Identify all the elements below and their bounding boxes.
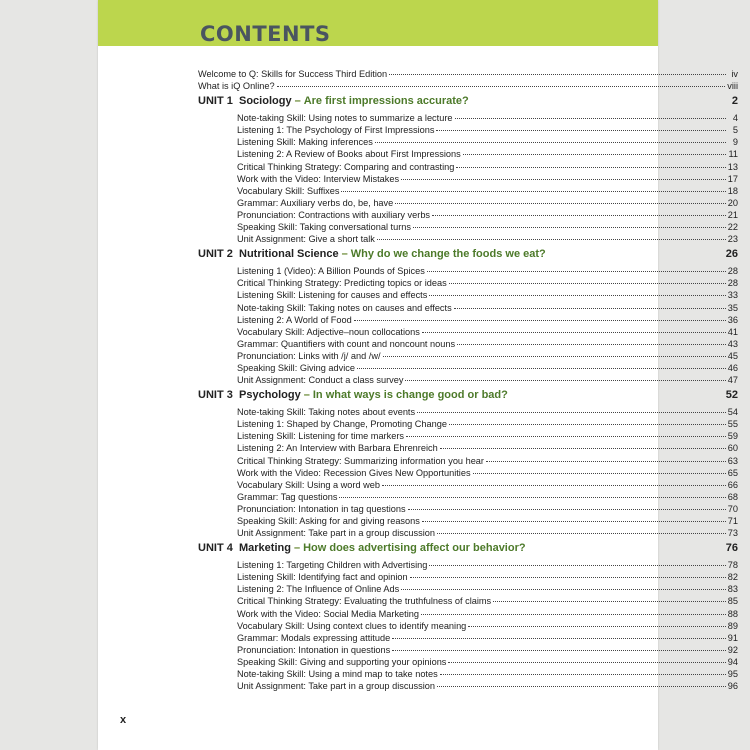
toc-entry-page: 65 — [727, 467, 738, 478]
dot-leader — [339, 497, 725, 498]
dot-leader — [473, 473, 726, 474]
unit-question: How does advertising affect our behavior? — [303, 542, 526, 555]
toc-entry — [237, 338, 738, 350]
toc-entry-page: 54 — [727, 407, 738, 418]
dot-leader — [401, 589, 726, 590]
toc-entry-title: Critical Thinking Strategy: Summarizing information you hear — [237, 455, 484, 466]
unit-heading — [198, 248, 738, 265]
toc-entry — [237, 185, 738, 197]
unit-heading — [198, 542, 738, 559]
toc-entry-page: 20 — [727, 197, 738, 208]
toc-entry-title: Listening 1 (Video): A Billion Pounds of Spices — [237, 266, 425, 277]
toc-entry-page: 83 — [727, 584, 738, 595]
dot-leader — [392, 638, 726, 639]
toc-entry-page: 43 — [727, 338, 738, 349]
unit-page: 76 — [725, 542, 738, 555]
toc-entry-page: 66 — [727, 479, 738, 490]
toc-entry — [237, 233, 738, 245]
toc-entry-page: 47 — [727, 375, 738, 386]
toc-entry — [237, 406, 738, 418]
dot-leader — [408, 509, 726, 510]
toc-entry-title: Listening 2: A Review of Books about First Impressions — [237, 149, 461, 160]
toc-entry-page: 45 — [727, 350, 738, 361]
unit-subject: Nutritional Science — [239, 248, 339, 261]
unit-question: Are first impressions accurate? — [303, 95, 469, 108]
toc-entry-title: Grammar: Modals expressing attitude — [237, 632, 391, 643]
toc-entry-title: Work with the Video: Recession Gives New Opportunities — [237, 467, 471, 478]
unit-section — [198, 389, 738, 539]
toc-entry — [237, 491, 738, 503]
toc-entry — [237, 455, 738, 467]
unit-page: 2 — [731, 95, 738, 108]
toc-entry-title: Listening 1: Shaped by Change, Promoting Change — [237, 419, 447, 430]
dot-leader — [429, 565, 725, 566]
unit-label: UNIT 4 — [198, 542, 233, 555]
book-page — [98, 0, 738, 750]
unit-question: Why do we change the foods we eat? — [350, 248, 546, 261]
dot-leader — [421, 614, 726, 615]
unit-section — [198, 248, 738, 386]
toc-entry-title: Listening 2: An Interview with Barbara Ehrenreich — [237, 443, 438, 454]
toc-entry-title: Listening Skill: Identifying fact and opinion — [237, 572, 408, 583]
toc-entry — [237, 112, 738, 124]
toc-entry-title: Listening 2: A World of Food — [237, 314, 352, 325]
toc-entry-page: viii — [727, 81, 738, 92]
toc-entry-title: Grammar: Auxiliary verbs do, be, have — [237, 197, 394, 208]
toc-entry — [237, 583, 738, 595]
toc-entry-page: 92 — [727, 644, 738, 655]
toc-entry-title: Unit Assignment: Take part in a group discussion — [237, 528, 435, 539]
unit-dash: – — [293, 542, 301, 555]
dot-leader — [417, 412, 726, 413]
toc-entry — [237, 277, 738, 289]
toc-entry — [237, 479, 738, 491]
toc-entry — [237, 326, 738, 338]
toc-entry-page: 59 — [727, 431, 738, 442]
table-of-contents — [198, 68, 738, 692]
toc-entry-page: 22 — [727, 222, 738, 233]
toc-entry — [237, 632, 738, 644]
toc-entry — [237, 161, 738, 173]
toc-entry-title: Unit Assignment: Conduct a class survey — [237, 375, 404, 386]
toc-entry-page: 96 — [727, 681, 738, 692]
toc-entry-title: Listening Skill: Making inferences — [237, 137, 373, 148]
intro-entries — [198, 68, 738, 92]
unit-dash: – — [294, 95, 301, 108]
dot-leader — [457, 344, 726, 345]
dot-leader — [401, 179, 726, 180]
dot-leader — [392, 650, 726, 651]
toc-entry-title: Pronunciation: Contractions with auxiliary verbs — [237, 209, 431, 220]
toc-entry-page: 28 — [727, 278, 738, 289]
toc-entry-page: 55 — [727, 419, 738, 430]
footer-page-number: x — [120, 714, 127, 726]
toc-entry-title: Speaking Skill: Asking for and giving reasons — [237, 516, 420, 526]
dot-leader — [413, 227, 726, 228]
dot-leader — [410, 577, 726, 578]
toc-entry-page: 70 — [727, 503, 738, 514]
toc-entry-page: 63 — [727, 455, 738, 466]
unit-items — [198, 112, 738, 245]
dot-leader — [449, 283, 726, 284]
unit-items — [198, 265, 738, 386]
toc-entry — [237, 559, 738, 571]
toc-entry — [237, 620, 738, 632]
toc-entry — [237, 527, 738, 539]
unit-heading — [198, 95, 738, 112]
toc-entry — [237, 289, 738, 301]
toc-entry — [237, 515, 738, 527]
toc-entry — [237, 418, 738, 430]
toc-entry-title: Vocabulary Skill: Using context clues to identify meaning — [237, 620, 467, 631]
toc-entry-title: Listening 2: The Influence of Online Ads — [237, 584, 400, 595]
toc-entry-title: Vocabulary Skill: Adjective–noun collocations — [237, 326, 420, 337]
unit-section — [198, 542, 738, 692]
unit-page: 26 — [725, 248, 738, 261]
toc-entry-title: Critical Thinking Strategy: Comparing and contrasting — [237, 161, 455, 172]
toc-entry — [237, 430, 738, 442]
dot-leader — [456, 167, 725, 168]
toc-entry-page: 18 — [727, 185, 738, 196]
page-title: CONTENTS — [200, 22, 331, 46]
toc-entry — [237, 302, 738, 314]
toc-entry-page: 5 — [732, 125, 738, 136]
unit-section — [198, 95, 738, 245]
toc-entry-page: 17 — [727, 173, 738, 184]
toc-entry-page: 13 — [727, 161, 738, 172]
dot-leader — [395, 203, 726, 204]
toc-entry-title: Speaking Skill: Giving advice — [237, 362, 355, 373]
unit-subject: Sociology — [239, 95, 292, 108]
toc-entry-title: Note-taking Skill: Using a mind map to take notes — [237, 669, 438, 680]
dot-leader — [341, 191, 725, 192]
toc-entry — [198, 80, 738, 92]
unit-dash: – — [341, 248, 348, 261]
unit-items — [198, 559, 738, 692]
toc-entry-title: Speaking Skill: Taking conversational turns — [237, 222, 411, 233]
toc-entry — [237, 608, 738, 620]
toc-entry-title: What is iQ Online? — [198, 81, 275, 92]
toc-entry-title: Listening Skill: Listening for causes and effects — [237, 290, 428, 301]
dot-leader — [455, 118, 727, 119]
toc-entry-title: Listening 1: The Psychology of First Impressions — [237, 125, 435, 136]
dot-leader — [427, 271, 726, 272]
toc-entry-page: 41 — [727, 326, 738, 337]
toc-entry — [237, 173, 738, 185]
toc-entry — [237, 467, 738, 479]
toc-entry-title: Critical Thinking Strategy: Predicting topics or ideas — [237, 278, 447, 289]
toc-entry-title: Critical Thinking Strategy: Evaluating the truthfulness of claims — [237, 596, 492, 607]
dot-leader — [406, 436, 726, 437]
toc-entry-page: 33 — [727, 290, 738, 301]
unit-question: In what ways is change good or bad? — [312, 389, 508, 402]
toc-entry — [237, 148, 738, 160]
dot-leader — [375, 142, 726, 143]
toc-entry-title: Note-taking Skill: Taking notes on causes and effects — [237, 302, 452, 313]
dot-leader — [432, 215, 726, 216]
toc-entry-page: 46 — [727, 362, 738, 373]
dot-leader — [440, 448, 726, 449]
toc-entry — [237, 197, 738, 209]
toc-entry-page: 36 — [727, 314, 738, 325]
toc-entry-title: Work with the Video: Social Media Marketing — [237, 608, 419, 619]
toc-entry — [237, 668, 738, 680]
toc-entry — [237, 265, 738, 277]
dot-leader — [357, 368, 726, 369]
toc-entry — [237, 209, 738, 221]
toc-entry — [237, 374, 738, 386]
toc-entry-page: 85 — [727, 596, 738, 607]
toc-entry-title: Pronunciation: Intonation in questions — [237, 644, 391, 655]
toc-entry-title: Pronunciation: Links with /j/ and /w/ — [237, 350, 381, 361]
header-banner — [98, 0, 658, 46]
toc-entry-page: 11 — [728, 149, 738, 160]
toc-entry-page: 9 — [732, 137, 738, 148]
dot-leader — [382, 485, 726, 486]
toc-entry — [237, 221, 738, 233]
toc-entry-page: 4 — [732, 113, 738, 124]
toc-entry-title: Note-taking Skill: Taking notes about events — [237, 407, 416, 418]
toc-entry-page: 28 — [727, 266, 738, 277]
dot-leader — [377, 239, 726, 240]
unit-label: UNIT 1 — [198, 95, 233, 108]
toc-entry-page: iv — [731, 69, 738, 79]
dot-leader — [437, 533, 726, 534]
toc-entry — [237, 503, 738, 515]
toc-entry-title: Unit Assignment: Give a short talk — [237, 234, 375, 245]
dot-leader — [449, 424, 726, 425]
dot-leader — [389, 74, 726, 75]
toc-entry-page: 89 — [727, 620, 738, 631]
toc-entry-title: Grammar: Quantifiers with count and noncount nouns — [237, 338, 456, 349]
toc-entry — [237, 314, 738, 326]
toc-entry-title: Note-taking Skill: Using notes to summarize a lecture — [237, 113, 453, 124]
toc-entry-page: 60 — [727, 443, 738, 454]
toc-entry — [237, 442, 738, 454]
dot-leader — [405, 380, 725, 381]
unit-subject: Marketing — [239, 542, 291, 555]
toc-entry-title: Listening 1: Targeting Children with Advertising — [237, 560, 428, 571]
unit-dash: – — [303, 389, 310, 402]
dot-leader — [486, 461, 726, 462]
dot-leader — [422, 521, 726, 522]
toc-entry — [237, 350, 738, 362]
dot-leader — [448, 662, 725, 663]
unit-label: UNIT 2 — [198, 248, 233, 261]
dot-leader — [493, 601, 726, 602]
toc-entry-title: Grammar: Tag questions — [237, 491, 338, 502]
toc-entry-page: 88 — [727, 608, 738, 619]
toc-entry-title: Work with the Video: Interview Mistakes — [237, 173, 400, 184]
toc-entry-page: 78 — [727, 560, 738, 571]
toc-entry-page: 21 — [727, 209, 738, 220]
toc-entry-page: 23 — [727, 234, 738, 245]
toc-entry — [237, 595, 738, 607]
toc-entry — [237, 124, 738, 136]
dot-leader — [454, 308, 726, 309]
dot-leader — [440, 674, 726, 675]
toc-entry-title: Unit Assignment: Take part in a group discussion — [237, 681, 435, 692]
dot-leader — [354, 320, 726, 321]
toc-entry-title: Speaking Skill: Giving and supporting your opinions — [237, 656, 447, 667]
toc-entry-page: 73 — [727, 528, 738, 539]
toc-entry — [198, 68, 738, 80]
toc-entry — [237, 680, 738, 692]
unit-heading — [198, 389, 738, 406]
unit-subject: Psychology — [239, 389, 301, 402]
dot-leader — [277, 86, 726, 87]
toc-entry-page: 91 — [727, 632, 738, 643]
toc-entry-page: 95 — [727, 669, 738, 680]
toc-entry-page: 94 — [727, 656, 738, 667]
toc-entry-page: 35 — [727, 302, 738, 313]
dot-leader — [437, 686, 726, 687]
unit-sections — [198, 95, 738, 692]
toc-entry-title: Listening Skill: Listening for time markers — [237, 431, 404, 442]
toc-entry — [237, 644, 738, 656]
unit-page: 52 — [725, 389, 738, 402]
toc-entry — [237, 136, 738, 148]
toc-entry-page: 71 — [727, 516, 738, 526]
toc-entry — [237, 362, 738, 374]
toc-entry-title: Vocabulary Skill: Using a word web — [237, 479, 380, 490]
toc-entry-title: Vocabulary Skill: Suffixes — [237, 185, 340, 196]
dot-leader — [383, 356, 726, 357]
unit-label: UNIT 3 — [198, 389, 233, 402]
toc-entry-title: Welcome to Q: Skills for Success Third Edition — [198, 69, 388, 79]
toc-entry — [237, 571, 738, 583]
toc-entry-page: 82 — [727, 572, 738, 583]
toc-entry — [237, 656, 738, 668]
dot-leader — [429, 295, 725, 296]
dot-leader — [468, 626, 725, 627]
unit-items — [198, 406, 738, 539]
dot-leader — [422, 332, 726, 333]
dot-leader — [463, 154, 726, 155]
toc-entry-page: 68 — [727, 491, 738, 502]
dot-leader — [436, 130, 726, 131]
toc-entry-title: Pronunciation: Intonation in tag questions — [237, 503, 406, 514]
